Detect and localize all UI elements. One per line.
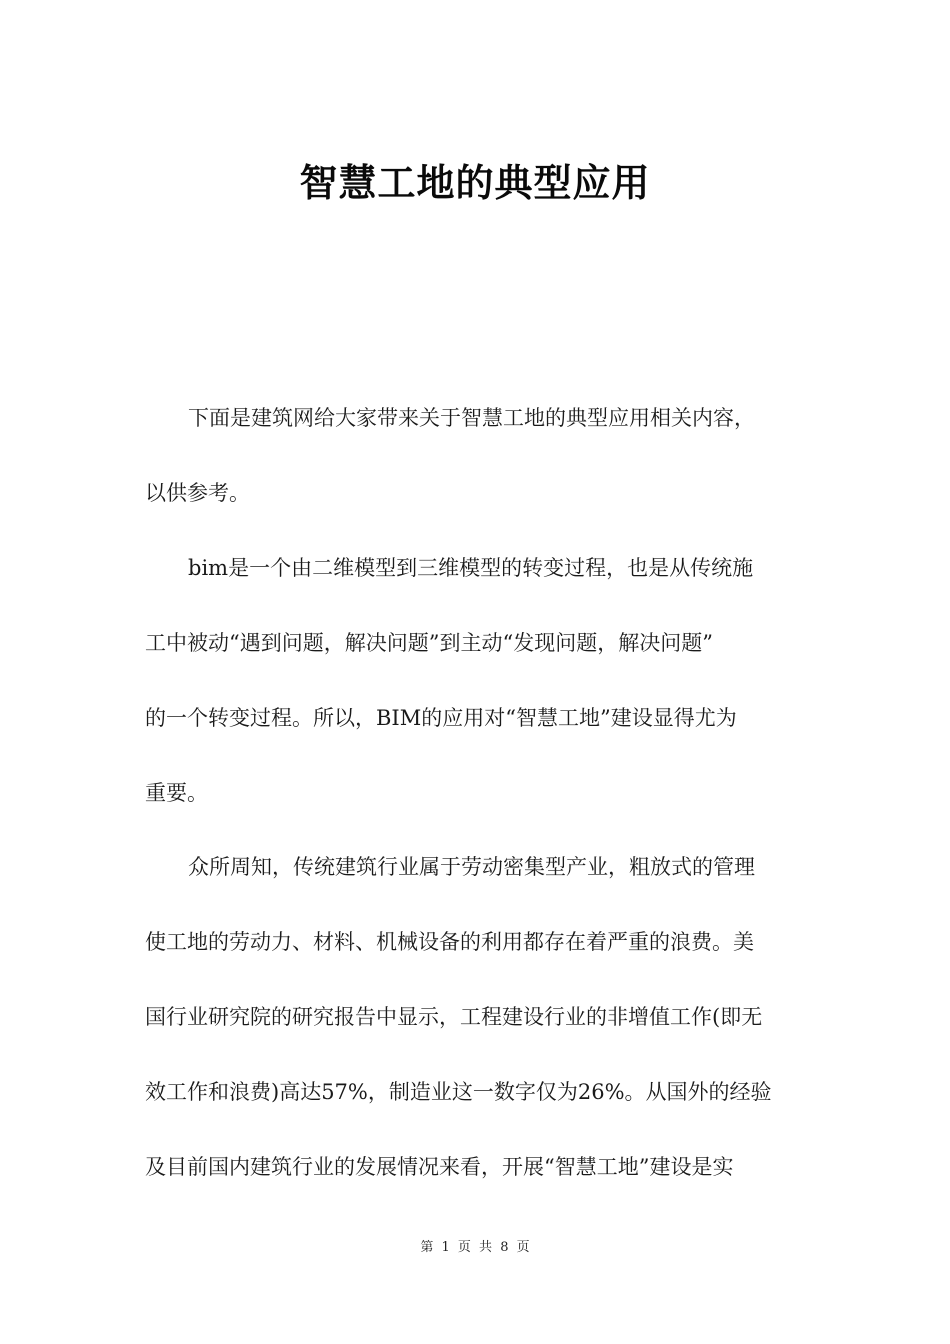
paragraph-line: 使工地的劳动力、材料、机械设备的利用都存在着严重的浪费。美 bbox=[145, 930, 754, 954]
document-title: 智慧工地的典型应用 bbox=[299, 161, 651, 205]
paragraph-line: 下面是建筑网给大家带来关于智慧工地的典型应用相关内容， bbox=[188, 406, 755, 430]
page-number-footer: 第 1 页 共 8 页 bbox=[420, 1240, 530, 1255]
paragraph-line: 众所周知，传统建筑行业属于劳动密集型产业，粗放式的管理 bbox=[188, 855, 755, 879]
paragraph-line: 及目前国内建筑行业的发展情况来看，开展“智慧工地”建设是实 bbox=[145, 1155, 734, 1179]
paragraph-line: 重要。 bbox=[145, 781, 208, 805]
paragraph-line: 国行业研究院的研究报告中显示，工程建设行业的非增值工作(即无 bbox=[145, 1005, 763, 1029]
paragraph-line: bim是一个由二维模型到三维模型的转变过程，也是从传统施 bbox=[188, 556, 754, 580]
paragraph-line: 工中被动“遇到问题，解决问题”到主动“发现问题，解决问题” bbox=[145, 631, 713, 655]
paragraph-line: 的一个转变过程。所以，BIM的应用对“智慧工地”建设显得尤为 bbox=[145, 706, 737, 730]
paragraph-line: 效工作和浪费)高达57%，制造业这一数字仅为26%。从国外的经验 bbox=[145, 1080, 772, 1104]
paragraph-line: 以供参考。 bbox=[145, 481, 250, 505]
